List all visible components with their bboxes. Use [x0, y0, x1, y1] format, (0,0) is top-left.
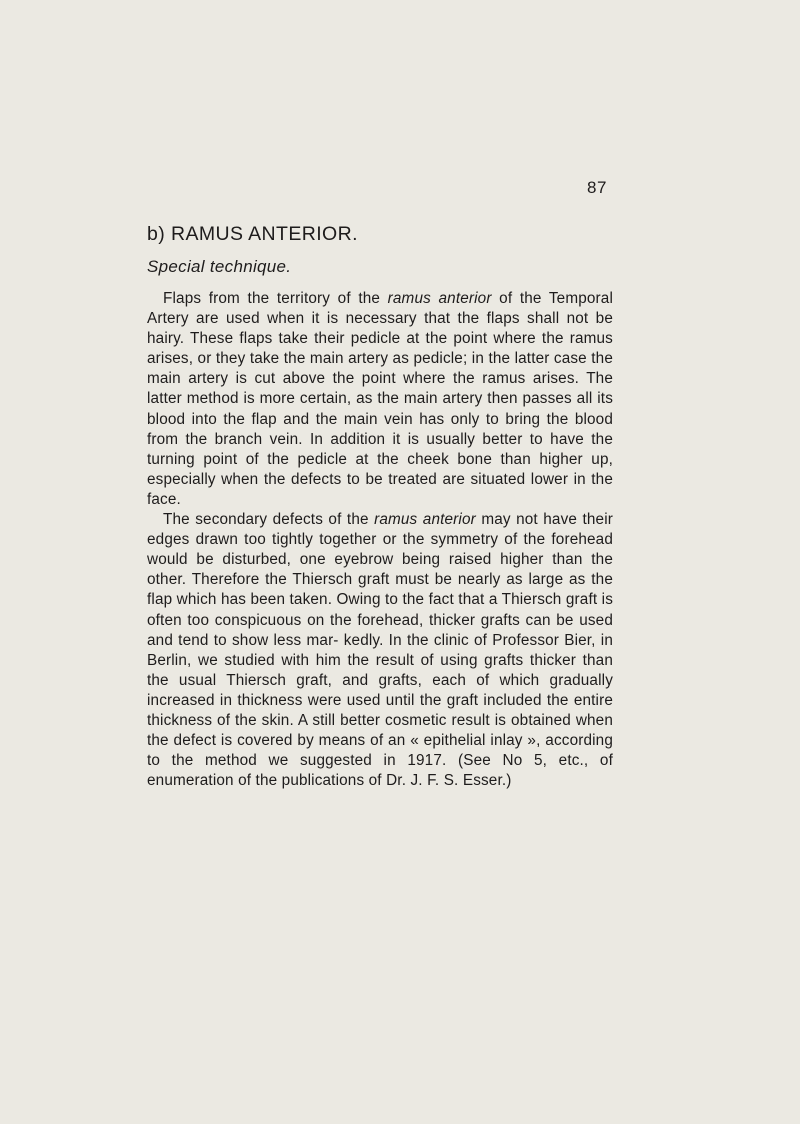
text-segment: Flaps from the territory of the	[163, 290, 388, 307]
italic-term: ramus anterior	[387, 290, 492, 307]
italic-term: ramus anterior	[374, 511, 476, 529]
text-segment: may not have their edges drawn too tightly together or the symmetry of the forehead would be disturbed, one eyebrow being raised higher than the other. Therefore the Thiersch graft must be nearly as large as the flap which has been taken. Owing to the fact that a Thiersch graft is often too conspicuous on the forehead, thicker grafts can be used and tend to show less mar- kedly. In the clinic of Professor Bier, in Berlin, we studied with him the result of using grafts thicker than the usual Thiersch graft, and grafts, each of which gradually increased in thickness were used until the graft included the entire thickness of the skin. A still better cosmetic result is obtained when the defect is covered by means of an « epithelial inlay », according to the method we suggested in 1917. (See No 5, etc., of enumeration of the publications of Dr. J. F. S. Esser.)	[147, 511, 613, 790]
page-number: 87	[587, 178, 607, 197]
body-text	[147, 289, 613, 791]
paragraph-2	[147, 510, 613, 791]
text-segment: The secondary defects of the	[163, 511, 375, 529]
subheading: Special technique.	[147, 257, 292, 276]
section-heading: b) RAMUS ANTERIOR.	[147, 223, 358, 245]
text-segment: of the Temporal Artery are used when it is necessary that the flaps shall not be hairy. These flaps take their pedicle at the point where the ramus arises, or they take the main artery as pedicle; in the latter case the main artery is cut above the point where the ramus arises. The latter method is more certain, as the main artery then passes all its blood into the flap and the main vein has only to bring the blood from the branch vein. In addition it is usually better to have the turning point of the pedicle at the cheek bone than higher up, especially when the defects to be treated are situated lower in the face.	[147, 290, 613, 508]
paragraph-1	[147, 289, 613, 510]
